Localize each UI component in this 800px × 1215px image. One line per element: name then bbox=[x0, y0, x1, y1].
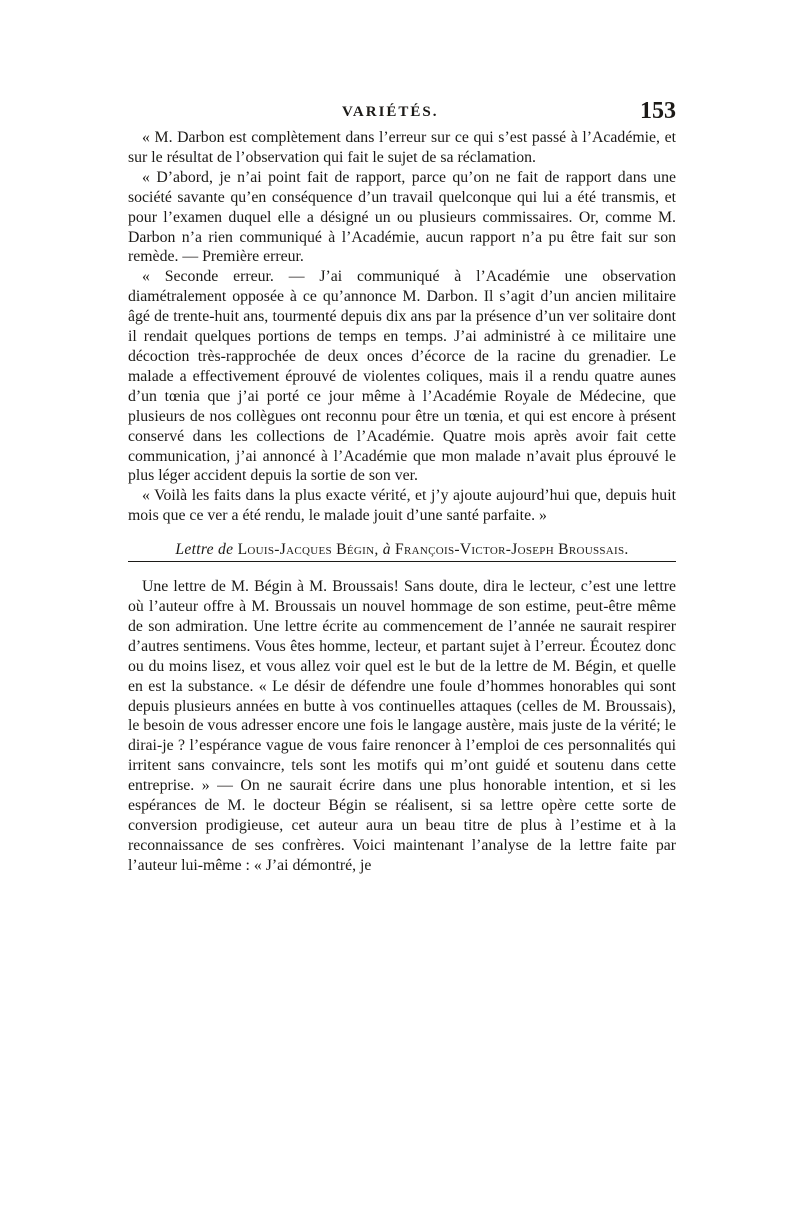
body-text bbox=[128, 128, 676, 876]
paragraph: « D’abord, je n’ai point fait de rapport, parce qu’on ne fait de rapport dans une société savante qu’en conséquence d’un travail quelconque qui lui a été transmis, et pour l’examen duquel elle a désigné un ou plusieurs commissaires. Or, comme M. Darbon n’a rien communiqué à l’Académie, aucun rapport n’a pu être fait sur son remède. — Première erreur. bbox=[128, 168, 676, 266]
heading-connector: , à bbox=[374, 541, 391, 559]
heading-recipient: François-Victor-Joseph Broussais. bbox=[395, 541, 629, 559]
closing-paragraph: Une lettre de M. Bégin à M. Broussais! Sans doute, dira le lecteur, c’est une lettre où l’auteur offre à M. Broussais un nouvel hommage de son estime, peut-être même de son admiration. Une lettre écrite au commencement de l’année ne saurait respirer d’autres sentimens. Vous êtes homme, lecteur, et partant sujet à l’erreur. Écoutez donc ou du moins lisez, et vous allez voir quel est le but de la lettre de M. Bégin, et quelle en est la substance. « Le désir de défendre une foule d’hommes honorables qui sont depuis plusieurs années en butte à vos continuelles attaques (celles de M. Broussais), le besoin de vous adresser encore une fois le langage austère, mais juste de la vérité; le dirai-je ? l’espérance vague de vous faire renoncer à l’emploi de ces personnalités qui irritent sans convaincre, tels sont les motifs qui m’ont guidé et soutenu dans cette entreprise. » — On ne saurait écrire dans une plus honorable intention, et si les espérances de M. le docteur Bégin se réalisent, si sa lettre opère cette sorte de conversion prodigieuse, cet auteur aura un beau titre de plus à l’estime et à la reconnaissance de ses confrères. Voici maintenant l’analyse de la lettre faite par l’auteur lui-même : « J’ai démontré, je bbox=[128, 578, 676, 874]
heading-author: Louis-Jacques Bégin bbox=[237, 541, 375, 559]
paragraph: « Voilà les faits dans la plus exacte vérité, et j’y ajoute aujourd’hui que, depuis huit mois que ce ver a été rendu, le malade jouit d’une santé parfaite. » bbox=[128, 487, 676, 525]
paragraph: « Seconde erreur. — J’ai communiqué à l’Académie une observation diamétralement opposée à ce qu’annonce M. Darbon. Il s’agit d’un ancien militaire âgé de trente-huit ans, tourmenté depuis dix ans par la présence d’un ver solitaire dont il rendait quelques portions de temps en temps. J’ai administré à ce militaire une décoction très-rapprochée de deux onces d’écorce de la racine du grenadier. Le malade a effectivement éprouvé de violentes coliques, mais il a rendu quatre aunes d’un tœnia que j’ai porté ce jour même à l’Académie Royale de Médecine, que plusieurs de nos collègues ont reconnu pour être un tœnia, et qui est encore à présent conservé dans les collections de l’Académie. Quatre mois après avoir fait cette communication, j’ai annoncé à l’Académie que mon malade n’avait plus éprouvé le plus léger accident depuis la sortie de son ver. bbox=[128, 268, 676, 485]
heading-prefix: Lettre de bbox=[175, 541, 234, 559]
running-title: VARIÉTÉS. bbox=[342, 104, 439, 120]
paragraph: « M. Darbon est complètement dans l’erreur sur ce qui s’est passé à l’Académie, et sur le résultat de l’observation qui fait le sujet de sa réclamation. bbox=[128, 129, 676, 166]
section-heading bbox=[128, 540, 676, 562]
running-head bbox=[128, 98, 676, 128]
page-number: 153 bbox=[640, 98, 676, 124]
book-page bbox=[128, 98, 676, 1098]
